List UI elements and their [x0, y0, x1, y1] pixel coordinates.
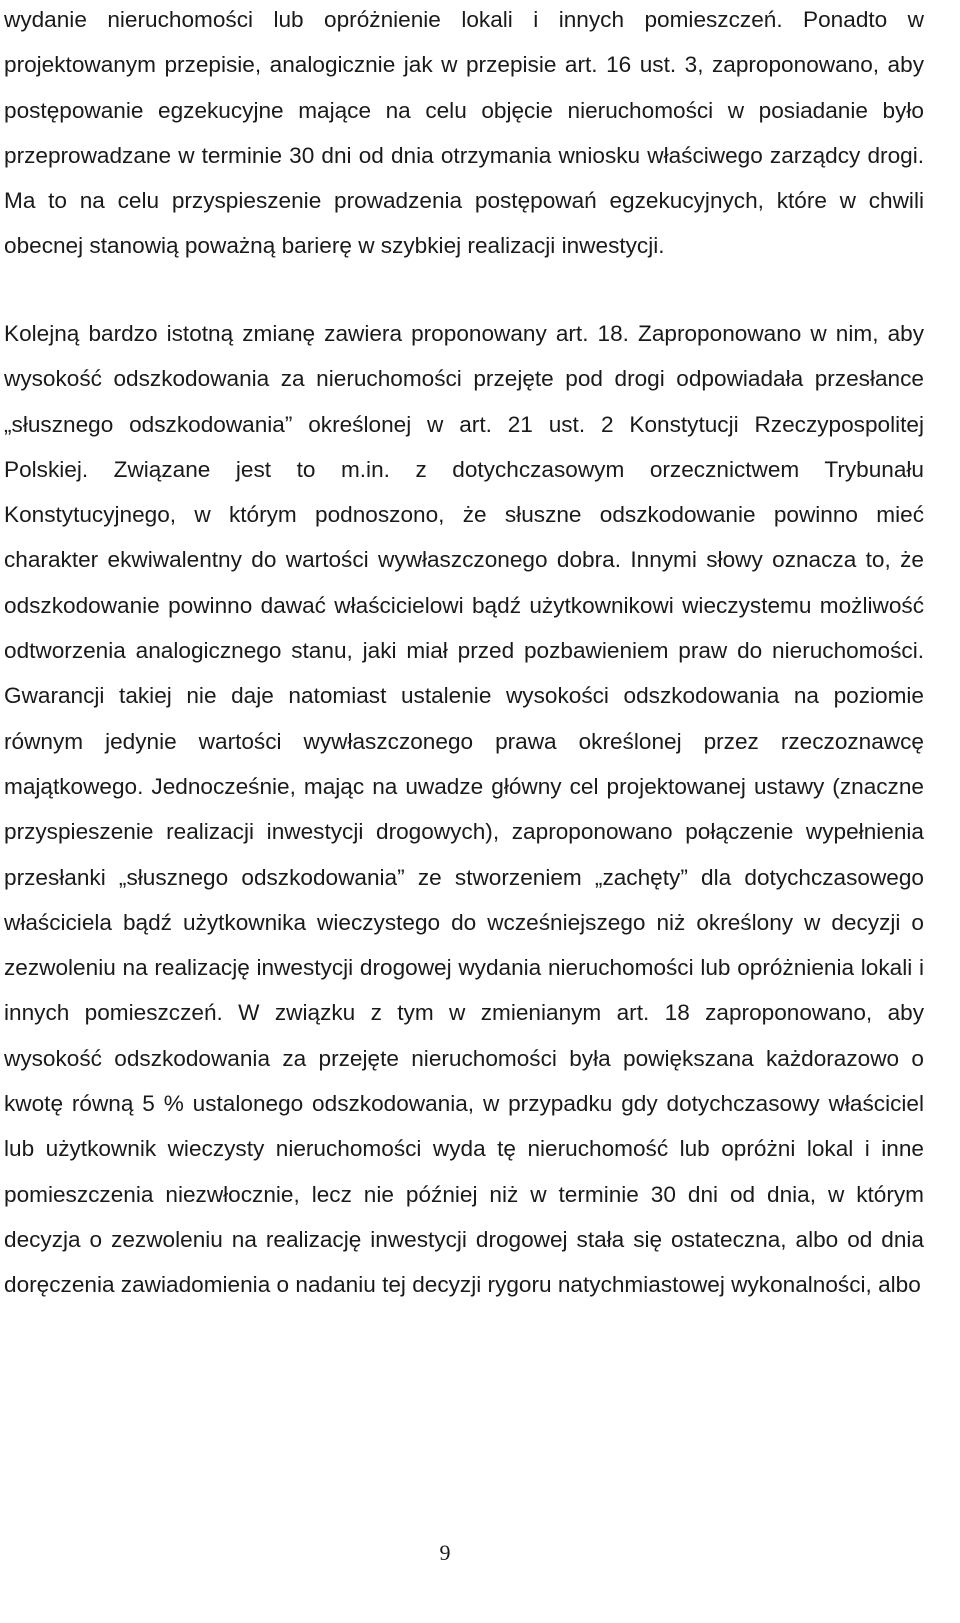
page-number: 9 [439, 1540, 451, 1565]
body-text-block-2 [4, 311, 924, 1308]
paragraph-art-18: Kolejną bardzo istotną zmianę zawiera proponowany art. 18. Zaproponowano w nim, aby wysokość odszkodowania za nieruchomości przejęte pod drogi odpowiadała przesłance „słusznego odszkodowania” określonej w art. 21 ust. 2 Konstytucji Rzeczypospolitej Polskiej. Związane jest to m.in. z dotychczasowym orzecznictwem Trybunału Konstytucyjnego, w którym podnoszono, że słuszne odszkodowanie powinno mieć charakter ekwiwalentny do wartości wywłaszczonego dobra. Innymi słowy oznacza to, że odszkodowanie powinno dawać właścicielowi bądź użytkownikowi wieczystemu możliwość odtworzenia analogicznego stanu, jaki miał przed pozbawieniem praw do nieruchomości. Gwarancji takiej nie daje natomiast ustalenie wysokości odszkodowania na poziomie równym jedynie wartości wywłaszczonego prawa określonej przez rzeczoznawcę majątkowego. Jednocześnie, mając na uwadze główny cel projektowanej ustawy (znaczne przyspieszenie realizacji inwestycji drogowych), zaproponowano połączenie wypełnienia przesłanki „słusznego odszkodowania” ze stworzeniem „zachęty” dla dotychczasowego właściciela bądź użytkownika wieczystego do wcześniejszego niż określony w decyzji o zezwoleniu na realizację inwestycji drogowej wydania nieruchomości lub opróżnienia lokali i innych pomieszczeń. W związku z tym w zmienianym art. 18 zaproponowano, aby wysokość odszkodowania za przejęte nieruchomości była powiększana każdorazowo o kwotę równą 5 % ustalonego odszkodowania, w przypadku gdy dotychczasowy właściciel lub użytkownik wieczysty nieruchomości wyda tę nieruchomość lub opróżni lokal i inne pomieszczenia niezwłocznie, lecz nie później niż w terminie 30 dni od dnia, w którym decyzja o zezwoleniu na realizację inwestycji drogowej stała się ostateczna, albo od dnia doręczenia zawiadomienia o nadaniu tej decyzji rygoru natychmiastowej wykonalności, albo [4, 321, 924, 1298]
paragraph-continuation: wydanie nieruchomości lub opróżnienie lokali i innych pomieszczeń. Ponadto w projektowanym przepisie, analogicznie jak w przepisie art. 16 ust. 3, zaproponowano, aby postępowanie egzekucyjne mające na celu objęcie nieruchomości w posiadanie było przeprowadzane w terminie 30 dni od dnia otrzymania wniosku właściwego zarządcy drogi. Ma to na celu przyspieszenie prowadzenia postępowań egzekucyjnych, które w chwili obecnej stanowią poważną barierę w szybkiej realizacji inwestycji. [4, 7, 924, 259]
body-text-block-1 [4, 0, 924, 269]
